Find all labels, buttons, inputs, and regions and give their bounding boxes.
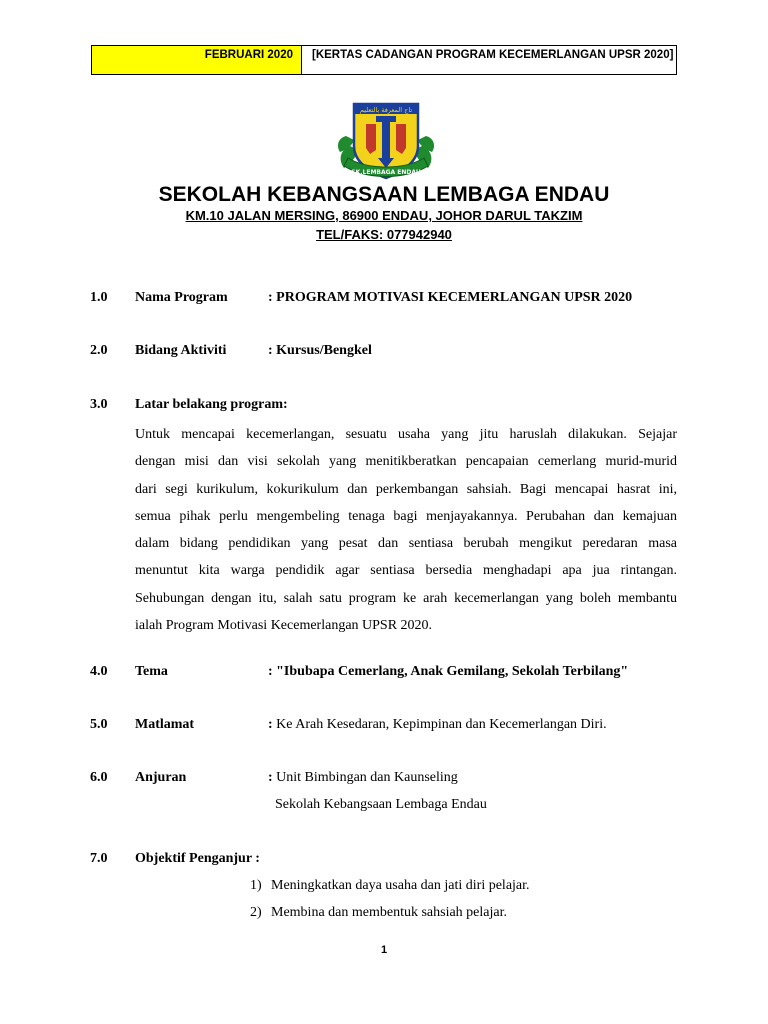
section-number: 6.0 [90,770,108,785]
organiser-value: : Unit Bimbingan dan Kaunseling [268,770,458,785]
section-3 [0,397,768,417]
section-2 [0,343,768,363]
crest-banner-text: SK.LEMBAGA ENDAU [351,169,421,176]
section-number: 2.0 [90,343,108,358]
section-6 [0,770,768,790]
program-name-value: : PROGRAM MOTIVASI KECEMERLANGAN UPSR 2020 [268,290,633,305]
section-number: 1.0 [90,290,108,305]
section-label: Anjuran [135,770,187,785]
aim-value: : Ke Arah Kesedaran, Kepimpinan dan Kecemerlangan Diri. [268,717,607,732]
section-label: Objektif Penganjur : [135,851,260,866]
paragraph-line: Sehubungan dengan itu, salah satu program ke arah kecemerlangan yang boleh membantu [135,590,677,606]
objective-item [0,905,768,925]
objective-text: Meningkatkan daya usaha dan jati diri pelajar. [271,878,530,893]
paragraph-line: menuntut kita warga pendidik agar sentiasa bersedia menghadapi apa jua rintangan. [135,563,677,579]
section-number: 3.0 [90,397,108,412]
activity-area-value: : Kursus/Bengkel [268,343,372,358]
section-label: Matlamat [135,717,195,732]
school-crest-logo [336,88,436,184]
theme-value: : "Ibubapa Cemerlang, Anak Gemilang, Sekolah Terbilang" [268,664,629,679]
paragraph-line: dalam bidang pendidikan yang pesat dan sentiasa berubah mengikut peredaran masa [135,536,677,552]
objective-item [0,878,768,898]
paragraph-line: semua pihak perlu mengembeling tenaga bagi menjayakannya. Perubahan dan kemajuan [135,508,677,524]
section-7 [0,851,768,871]
document-header [91,45,677,75]
school-address: KM.10 JALAN MERSING, 86900 ENDAU, JOHOR DARUL TAKZIM [185,208,583,223]
header-date-cell [92,46,302,74]
section-6-line-2 [0,797,768,817]
objective-marker: 1) [250,878,262,893]
school-name: SEKOLAH KEBANGSAAN LEMBAGA ENDAU [158,183,610,206]
crest-arabic-text: تاج المعرفة بالتعليم [359,106,413,114]
paragraph-line: ialah Program Motivasi Kecemerlangan UPSR 2020. [135,618,433,634]
paragraph-line: Untuk mencapai kecemerlangan, sesuatu usaha yang jitu haruslah dilakukan. Sejajar [135,427,677,442]
section-number: 4.0 [90,664,108,679]
objective-marker: 2) [250,905,262,920]
section-number: 7.0 [90,851,108,866]
section-4 [0,664,768,684]
organiser-school-value: Sekolah Kebangsaan Lembaga Endau [275,797,487,812]
header-title-cell [302,46,676,74]
section-number: 5.0 [90,717,108,732]
background-paragraph [135,421,677,639]
header-date: FEBRUARI 2020 [204,49,293,61]
section-label: Tema [135,664,168,679]
paragraph-line: dengan misi dan visi sekolah yang menitikberatkan pencapaian cemerlang murid-murid [135,454,677,470]
school-phone: TEL/FAKS: 077942940 [316,227,452,242]
section-5 [0,717,768,737]
section-1 [0,290,768,310]
section-label: Nama Program [135,290,228,305]
header-doc-title: [KERTAS CADANGAN PROGRAM KECEMERLANGAN UPSR 2020] [312,49,674,61]
paragraph-line: dari segi kurikulum, kokurikulum dan perkembangan sahsiah. Bagi mencapai hasrat ini, [135,481,677,497]
section-label: Latar belakang program: [135,397,288,412]
objective-text: Membina dan membentuk sahsiah pelajar. [271,905,507,920]
page-number: 1 [380,944,388,956]
section-label: Bidang Aktiviti [135,343,227,358]
